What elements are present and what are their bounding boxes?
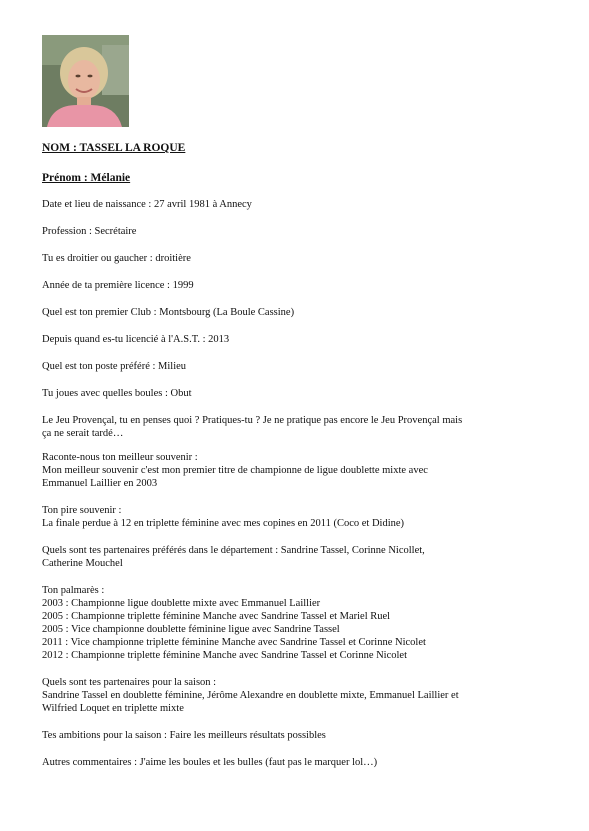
name-heading: NOM : TASSEL LA ROQUE xyxy=(42,142,186,154)
handedness-info: Tu es droitier ou gaucher : droitière xyxy=(42,253,191,264)
partners-dep-line-2: Catherine Mouchel xyxy=(42,558,123,569)
best-memory-title: Raconte-nous ton meilleur souvenir : xyxy=(42,452,198,463)
worst-memory-title: Ton pire souvenir : xyxy=(42,505,122,516)
birth-info: Date et lieu de naissance : 27 avril 1981 à Annecy xyxy=(42,199,252,210)
palmares-item: 2005 : Vice championne doublette féminine ligue avec Sandrine Tassel xyxy=(42,624,340,635)
ambitions-info: Tes ambitions pour la saison : Faire les meilleurs résultats possibles xyxy=(42,730,326,741)
worst-memory-line: La finale perdue à 12 en triplette féminine avec mes copines en 2011 (Coco et Didine) xyxy=(42,518,405,529)
jeu-provencal-line-2: ça ne serait tardé… xyxy=(42,428,124,439)
boules-info: Tu joues avec quelles boules : Obut xyxy=(42,388,192,399)
position-info: Quel est ton poste préféré : Milieu xyxy=(42,361,187,372)
palmares-item: 2012 : Championne triplette féminine Manche avec Sandrine Tassel et Corinne Nicolet xyxy=(42,650,408,661)
palmares-item: 2003 : Championne ligue doublette mixte avec Emmanuel Laillier xyxy=(42,598,321,609)
jeu-provencal-line-1: Le Jeu Provençal, tu en penses quoi ? Pratiques-tu ? Je ne pratique pas encore le Jeu Provençal mais xyxy=(42,415,463,426)
palmares-title: Ton palmarès : xyxy=(42,585,105,596)
first-licence-info: Année de ta première licence : 1999 xyxy=(42,280,194,291)
profile-photo xyxy=(42,35,129,127)
partners-dep-line-1: Quels sont tes partenaires préférés dans le département : Sandrine Tassel, Corinne Nicollet, xyxy=(42,545,425,556)
best-memory-line-2: Emmanuel Laillier en 2003 xyxy=(42,478,158,489)
palmares-item: 2005 : Championne triplette féminine Manche avec Sandrine Tassel et Mariel Ruel xyxy=(42,611,391,622)
comments-info: Autres commentaires : J'aime les boules et les bulles (faut pas le marquer lol…) xyxy=(42,757,378,768)
ast-licence-info: Depuis quand es-tu licencié à l'A.S.T. : 2013 xyxy=(42,334,230,345)
first-club-info: Quel est ton premier Club : Montsbourg (La Boule Cassine) xyxy=(42,307,295,318)
profession-info: Profession : Secrétaire xyxy=(42,226,137,237)
best-memory-line-1: Mon meilleur souvenir c'est mon premier titre de championne de ligue doublette mixte avec xyxy=(42,465,428,476)
first-name-heading: Prénom : Mélanie xyxy=(42,172,131,184)
season-partners-line-2: Wilfried Loquet en triplette mixte xyxy=(42,703,184,714)
season-partners-line-1: Sandrine Tassel en doublette féminine, Jérôme Alexandre en doublette mixte, Emmanuel Laillier et xyxy=(42,690,459,701)
season-partners-title: Quels sont tes partenaires pour la saison : xyxy=(42,677,217,688)
palmares-item: 2011 : Vice championne triplette féminine Manche avec Sandrine Tassel et Corinne Nicolet xyxy=(42,637,426,648)
